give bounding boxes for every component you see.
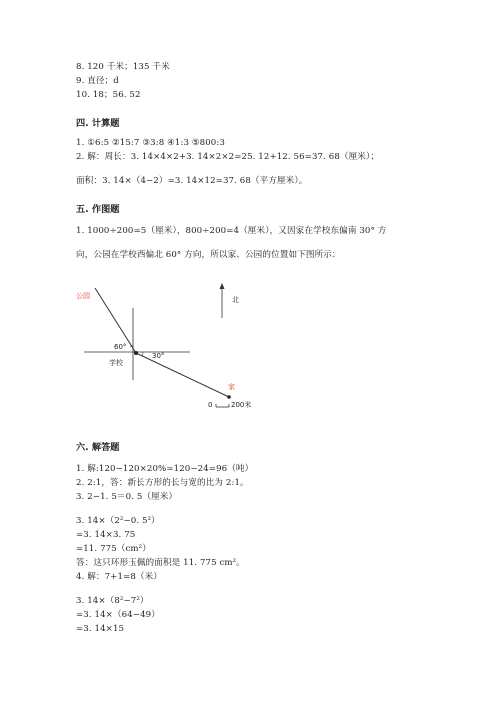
home-point: [227, 395, 231, 399]
section-heading-drawing: 五. 作图题: [76, 204, 120, 215]
answer-line: =3. 14×15: [76, 624, 125, 634]
answer-line: 向，公园在学校西偏北 60° 方向，所以家、公园的位置如下图所示：: [76, 250, 341, 260]
answer-line: 3. 14×（2²−0. 5²）: [76, 516, 160, 526]
answer-line: 9. 直径；d: [76, 76, 119, 86]
answer-line: 4. 解：7+1=8（米）: [76, 572, 163, 582]
answer-line: =11. 775（cm²）: [76, 544, 151, 554]
answer-line: 3. 2−1. 5＝0. 5（厘米）: [76, 492, 178, 502]
school-point: [134, 351, 138, 355]
north-arrow-icon: [220, 283, 225, 289]
answer-line: 2. 解：周长：3. 14×4×2+3. 14×2×2=25. 12+12. 56=37. 68（厘米）；: [76, 152, 380, 162]
answer-line: 2. 2:1，答：新长方形的长与宽的比为 2:1。: [76, 478, 249, 488]
angle-label-home: 30°: [152, 352, 165, 360]
north-label: 北: [232, 296, 239, 304]
answer-line: =3. 14×（64−49）: [76, 610, 160, 620]
answer-line: 1. 1000÷200=5（厘米），800÷200=4（厘米），又因家在学校东偏南 30° 方: [76, 226, 387, 236]
section-heading-solutions: 六. 解答题: [76, 442, 120, 453]
angle-arc-home: [142, 352, 143, 356]
scale-value-label: 200米: [231, 401, 252, 409]
answer-line: 1. ①6:5 ②15:7 ③3:8 ④1:3 ⑤800:3: [76, 138, 225, 148]
angle-label-park: 60°: [114, 343, 127, 351]
location-diagram: [76, 280, 286, 415]
scale-zero-label: 0: [208, 401, 213, 409]
answer-line: =3. 14×3. 75: [76, 530, 136, 540]
section-heading-calculation: 四. 计算题: [76, 118, 120, 129]
school-to-home-line: [136, 353, 229, 397]
answer-line: 8. 120 千米；135 千米: [76, 62, 170, 72]
answer-line: 1. 解:120−120×20%=120−24=96（吨）: [76, 464, 254, 474]
school-label: 学校: [109, 359, 123, 367]
park-label: 公园: [76, 292, 90, 300]
answer-line: 3. 14×（8²−7²）: [76, 596, 149, 606]
answer-line: 答：这只环形玉佩的面积是 11. 775 cm²。: [76, 558, 245, 568]
answer-line: 面积：3. 14×（4−2）=3. 14×12=37. 68（平方厘米）。: [76, 176, 308, 186]
home-label: 家: [228, 383, 235, 391]
answer-line: 10. 18；56. 52: [76, 90, 141, 100]
